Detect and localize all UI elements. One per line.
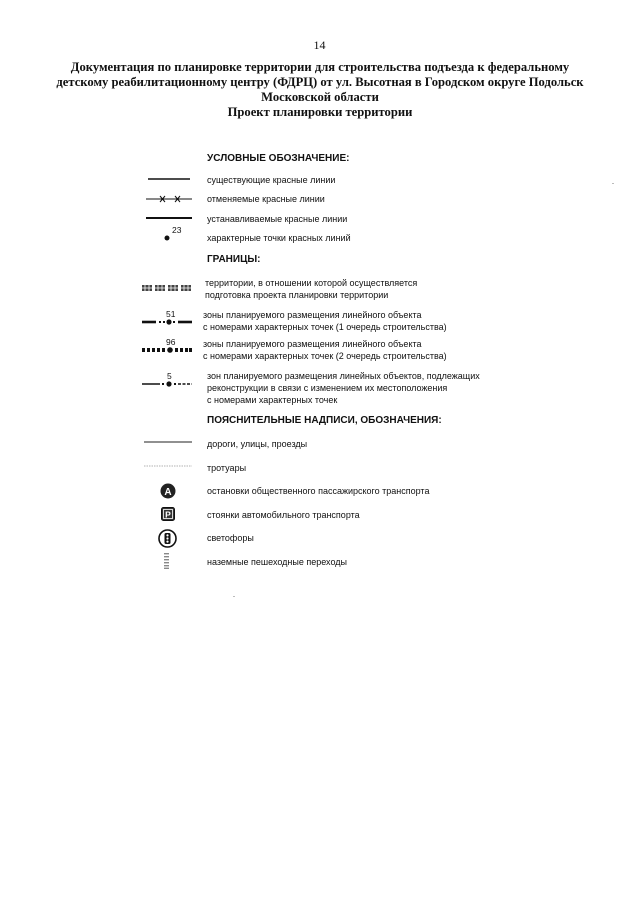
scan-speck [612, 183, 614, 184]
title-line-4: Проект планировки территории [227, 105, 413, 119]
legend-label-zone-stage1-line1: зоны планируемого размещения линейного объекта [203, 310, 422, 320]
established-red-line-symbol [146, 215, 192, 221]
bus-stop-glyph: A [164, 487, 172, 498]
legend-label-bus-stops: остановки общественного пассажирского транспорта [207, 486, 430, 496]
zone-reconstruction-point-number: 5 [167, 371, 172, 381]
document-title [50, 60, 590, 120]
cancelled-red-line-symbol [146, 194, 192, 204]
legend-label-planning-territory-line1: территории, в отношении которой осуществляется [205, 278, 418, 288]
legend-label-zone-reconstruction-line2: реконструкции в связи с изменением их местоположения [207, 383, 448, 393]
title-line-1: Документация по планировке территории для строительства подъезда к федеральному [70, 60, 570, 74]
legend-heading-explanatory-signs: ПОЯСНИТЕЛЬНЫЕ НАДПИСИ, ОБОЗНАЧЕНИЯ: [207, 415, 442, 426]
bus-stop-icon [160, 483, 176, 499]
zone-stage2-boundary-symbol [142, 346, 192, 354]
zone-reconstruction-boundary-symbol [142, 380, 192, 388]
zone-stage1-point-number: 51 [166, 309, 176, 319]
zone-stage2-point-number: 96 [166, 337, 176, 347]
legend-heading-conventional-signs: УСЛОВНЫЕ ОБОЗНАЧЕНИЕ: [207, 153, 350, 164]
parking-icon [161, 507, 175, 521]
roads-symbol [144, 440, 192, 444]
zone-stage1-boundary-symbol [142, 318, 192, 326]
legend-label-zone-reconstruction-line3: с номерами характерных точек [207, 395, 338, 405]
legend-label-traffic-lights: светофоры [207, 533, 254, 543]
legend-label-zone-stage1-line2: с номерами характерных точек (1 очередь строительства) [203, 322, 447, 332]
characteristic-point-number: 23 [172, 225, 182, 235]
legend-label-roads: дороги, улицы, проезды [207, 439, 308, 449]
legend-label-cancelled-red-lines: отменяемые красные линии [207, 194, 325, 204]
legend-label-zone-reconstruction-line1: зон планируемого размещения линейных объектов, подлежащих [207, 371, 480, 381]
legend-label-zone-stage2-line1: зоны планируемого размещения линейного объекта [203, 339, 422, 349]
legend-label-zone-stage2-line2: с номерами характерных точек (2 очередь строительства) [203, 351, 447, 361]
page-number: 14 [313, 38, 326, 52]
legend-label-crosswalks: наземные пешеходные переходы [207, 557, 347, 567]
characteristic-point-symbol [163, 234, 171, 242]
legend-label-established-red-lines: устанавливаемые красные линии [207, 214, 348, 224]
title-line-2: детскому реабилитационному центру (ФДРЦ) от ул. Высотная в Городском округе Подольск [56, 75, 584, 89]
scan-speck [233, 596, 235, 597]
legend-label-planning-territory-line2: подготовка проекта планировки территории [205, 290, 389, 300]
legend-label-existing-red-lines: существующие красные линии [207, 175, 336, 185]
crosswalk-icon [164, 553, 169, 569]
existing-red-line-symbol [148, 176, 190, 182]
parking-glyph: P [165, 509, 171, 520]
traffic-light-icon [158, 529, 177, 548]
legend-label-sidewalks: тротуары [207, 463, 247, 473]
legend-label-parking: стоянки автомобильного транспорта [207, 510, 360, 520]
sidewalks-symbol [144, 464, 192, 468]
legend-heading-boundaries: ГРАНИЦЫ: [207, 254, 261, 265]
legend-label-characteristic-points: характерные точки красных линий [207, 233, 351, 243]
planning-territory-boundary-symbol [142, 284, 192, 292]
title-line-3: Московской области [261, 90, 379, 104]
